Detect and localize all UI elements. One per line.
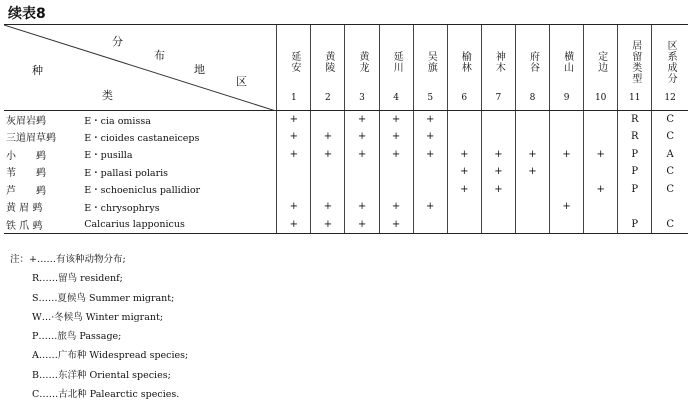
distribution-cell [515, 198, 549, 216]
distribution-cell [481, 198, 515, 216]
distribution-cell [311, 111, 345, 129]
col-num: 2 [325, 92, 331, 103]
col-header-2 [311, 25, 345, 111]
col-num: 8 [529, 92, 536, 103]
table-row [4, 163, 688, 181]
species-chinese-name: 芦 鹀 [6, 185, 46, 197]
distribution-cell: + [515, 146, 549, 164]
distribution-cell: + [311, 128, 345, 146]
distribution-cell [447, 111, 481, 129]
distribution-cell: + [550, 146, 584, 164]
distribution-cell [652, 198, 688, 216]
distribution-cell: + [345, 111, 379, 129]
distribution-cell [515, 128, 549, 146]
distribution-cell [584, 198, 618, 216]
species-scientific-name: E・chrysophrys [84, 202, 160, 214]
note-line: B……东洋种 Oriental species; [32, 369, 171, 381]
col-header-6 [447, 25, 481, 111]
note-line: A……广布种 Widespread species; [32, 350, 189, 362]
distribution-cell: + [379, 198, 413, 216]
distribution-cell [481, 216, 515, 234]
distribution-cell [550, 163, 584, 181]
distribution-cell [481, 128, 515, 146]
distribution-cell [311, 163, 345, 181]
distribution-cell [413, 163, 447, 181]
table-row [4, 146, 688, 164]
distribution-cell [447, 216, 481, 234]
distribution-cell: + [481, 181, 515, 199]
distribution-cell [345, 181, 379, 199]
col-label: 延安 [288, 50, 300, 73]
distribution-cell [584, 163, 618, 181]
species-chinese-name: 灰眉岩鹀 [6, 116, 46, 127]
distribution-cell: + [481, 163, 515, 181]
distribution-cell: + [379, 146, 413, 164]
note-heading: 注：+……有该种动物分布; [10, 254, 126, 265]
distribution-cell [481, 111, 515, 129]
species-scientific-name: E・cia omissa [84, 115, 151, 127]
species-chinese-name: 黄 眉 鹀 [6, 203, 43, 215]
diag-word-lei: 类 [102, 89, 113, 102]
diagonal-line [4, 25, 276, 111]
distribution-cell: + [311, 216, 345, 234]
col-header-3 [345, 25, 379, 111]
col-label: 吴旗 [425, 50, 437, 73]
distribution-cell: R [618, 111, 652, 129]
col-header-5 [413, 25, 447, 111]
header-row [4, 25, 688, 111]
distribution-cell: + [311, 146, 345, 164]
species-scientific-name: Calcarius lapponicus [80, 216, 277, 234]
note-line: P……旅鸟 Passage; [32, 331, 122, 343]
species-chinese-name: 苇 鹀 [6, 168, 46, 180]
distribution-cell: + [345, 216, 379, 234]
distribution-cell [550, 181, 584, 199]
distribution-cell [379, 181, 413, 199]
col-num: 10 [594, 92, 607, 103]
diag-word-fen: 分 [112, 35, 123, 48]
note-line: C……古北种 Palearctic species. [32, 389, 180, 401]
col-header-7 [481, 25, 515, 111]
col-num: 11 [629, 92, 641, 103]
table-row [4, 181, 688, 199]
distribution-cell: P [618, 163, 652, 181]
distribution-cell: C [652, 128, 688, 146]
diag-word-bu: 布 [154, 49, 165, 62]
note-line: W…·冬候鸟 Winter migrant; [32, 311, 164, 323]
distribution-cell [618, 198, 652, 216]
col-label: 黄龙 [357, 50, 369, 73]
diag-word-di: 地 [194, 63, 205, 76]
diagonal-header-cell [4, 25, 277, 111]
distribution-cell: + [311, 198, 345, 216]
distribution-cell [379, 163, 413, 181]
distribution-cell: P [618, 181, 652, 199]
distribution-cell: + [481, 146, 515, 164]
distribution-cell: + [379, 111, 413, 129]
distribution-cell: + [379, 128, 413, 146]
distribution-cell: A [652, 146, 688, 164]
distribution-cell: + [584, 146, 618, 164]
col-num: 6 [461, 92, 468, 103]
distribution-cell: R [618, 128, 652, 146]
table-row [4, 198, 688, 216]
col-num: 1 [290, 92, 297, 103]
col-header-8 [515, 25, 549, 111]
distribution-cell: + [550, 198, 584, 216]
table-row [4, 216, 688, 234]
distribution-cell: + [345, 198, 379, 216]
distribution-cell: C [652, 216, 688, 234]
distribution-cell [311, 181, 345, 199]
distribution-cell: P [618, 146, 652, 164]
distribution-cell: C [652, 163, 688, 181]
distribution-cell: + [447, 181, 481, 199]
distribution-cell: + [277, 198, 311, 216]
note-line: S……夏候鸟 Summer migrant; [32, 292, 175, 304]
col-label: 居留类型 [629, 39, 641, 84]
col-label: 延川 [391, 50, 403, 73]
distribution-cell: + [584, 181, 618, 199]
col-header-4 [379, 25, 413, 111]
distribution-cell: + [277, 216, 311, 234]
distribution-cell [515, 181, 549, 199]
species-scientific-name: E・schoeniclus pallidior [84, 185, 201, 197]
species-distribution-table [4, 24, 688, 234]
distribution-cell [584, 128, 618, 146]
distribution-cell [447, 198, 481, 216]
col-header-12 [652, 25, 688, 111]
diag-word-zhong: 种 [32, 64, 43, 77]
distribution-cell [515, 216, 549, 234]
col-label: 黄陵 [322, 50, 334, 73]
distribution-cell [447, 128, 481, 146]
distribution-cell: + [447, 163, 481, 181]
species-scientific-name: E・pusilla [84, 150, 133, 162]
col-label: 榆林 [459, 50, 471, 73]
distribution-cell: + [345, 146, 379, 164]
distribution-cell: + [277, 128, 311, 146]
col-header-11 [618, 25, 652, 111]
distribution-cell: + [515, 163, 549, 181]
species-chinese-name: 三道眉草鹀 [6, 133, 56, 145]
distribution-cell [584, 216, 618, 234]
distribution-cell [515, 111, 549, 129]
distribution-cell: + [447, 146, 481, 164]
diag-word-qu: 区 [236, 75, 247, 88]
distribution-cell: + [413, 146, 447, 164]
distribution-cell: + [413, 198, 447, 216]
col-label: 神木 [493, 50, 505, 73]
distribution-cell [277, 181, 311, 199]
note-line: R……留鸟 residenf; [32, 273, 123, 285]
col-num: 5 [427, 92, 434, 103]
distribution-cell: + [277, 146, 311, 164]
col-header-9 [550, 25, 584, 111]
col-num: 12 [664, 92, 676, 103]
col-num: 9 [563, 92, 570, 103]
distribution-cell [550, 111, 584, 129]
species-scientific-name: E・pallasi polaris [84, 167, 169, 179]
distribution-cell: C [652, 111, 688, 129]
col-num: 7 [495, 92, 502, 103]
table-body [4, 111, 688, 234]
distribution-cell: + [413, 111, 447, 129]
table-row [4, 128, 688, 146]
col-num: 4 [393, 92, 399, 103]
distribution-cell: + [413, 128, 447, 146]
col-label: 区系成分 [665, 39, 677, 84]
col-label: 府谷 [527, 50, 539, 73]
col-header-1 [277, 25, 311, 111]
species-chinese-name: 小 鹀 [6, 150, 46, 162]
col-label: 定边 [595, 50, 607, 73]
table-title: 续表8 [8, 6, 46, 22]
distribution-cell [345, 163, 379, 181]
col-header-10 [584, 25, 618, 111]
distribution-cell: P [618, 216, 652, 234]
distribution-cell: + [277, 111, 311, 129]
notes [10, 250, 188, 404]
species-chinese-name: 铁 爪 鹀 [4, 216, 80, 234]
distribution-cell [550, 128, 584, 146]
distribution-cell [413, 181, 447, 199]
distribution-cell [413, 216, 447, 234]
distribution-cell: C [652, 181, 688, 199]
distribution-cell: + [345, 128, 379, 146]
col-num: 3 [359, 92, 365, 103]
table-row [4, 111, 688, 129]
distribution-cell [550, 216, 584, 234]
distribution-cell [277, 163, 311, 181]
distribution-cell: + [379, 216, 413, 234]
distribution-cell [584, 111, 618, 129]
species-scientific-name: E・cioides castaneiceps [84, 132, 200, 144]
col-label: 横山 [561, 50, 573, 73]
